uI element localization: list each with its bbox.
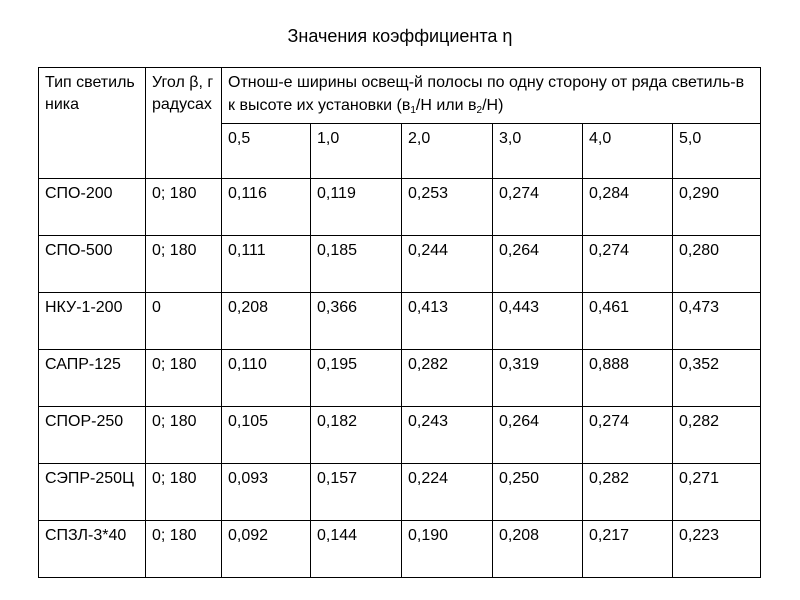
value-cell: 0,250: [493, 464, 583, 521]
header-row-1: [39, 68, 761, 124]
value-cell: 0,244: [402, 236, 493, 293]
table-row: [39, 179, 761, 236]
value-cell: 0,195: [311, 350, 402, 407]
value-cell: 0,144: [311, 521, 402, 578]
header-type: Тип светильника: [39, 68, 146, 179]
value-cell: 0,105: [222, 407, 311, 464]
type-cell: СПО-200: [39, 179, 146, 236]
angle-cell: 0; 180: [146, 464, 222, 521]
value-cell: 0,264: [493, 407, 583, 464]
table-row: [39, 293, 761, 350]
value-cell: 0,110: [222, 350, 311, 407]
value-cell: 0,274: [493, 179, 583, 236]
angle-cell: 0; 180: [146, 407, 222, 464]
value-cell: 0,282: [402, 350, 493, 407]
value-cell: 0,264: [493, 236, 583, 293]
angle-cell: 0; 180: [146, 179, 222, 236]
value-cell: 0,274: [583, 407, 673, 464]
value-cell: 0,093: [222, 464, 311, 521]
type-cell: СПО-500: [39, 236, 146, 293]
value-cell: 0,413: [402, 293, 493, 350]
table-row: [39, 464, 761, 521]
angle-cell: 0; 180: [146, 521, 222, 578]
value-cell: 0,271: [673, 464, 761, 521]
angle-cell: 0; 180: [146, 350, 222, 407]
header-ratio-description: Отнош-е ширины освещ-й полосы по одну сторону от ряда светиль-в к высоте их установки ($в_1/Н$ или $в_2/Н$): [222, 68, 761, 124]
header-ratio: 1,0: [311, 124, 402, 179]
value-cell: 0,182: [311, 407, 402, 464]
value-cell: 0,352: [673, 350, 761, 407]
value-cell: 0,111: [222, 236, 311, 293]
value-cell: 0,243: [402, 407, 493, 464]
header-angle: Угол β, градусах: [146, 68, 222, 179]
angle-cell: 0: [146, 293, 222, 350]
table-row: [39, 350, 761, 407]
value-cell: 0,284: [583, 179, 673, 236]
type-cell: САПР-125: [39, 350, 146, 407]
header-ratio: 3,0: [493, 124, 583, 179]
value-cell: 0,461: [583, 293, 673, 350]
value-cell: 0,888: [583, 350, 673, 407]
type-cell: СЭПР-250Ц: [39, 464, 146, 521]
type-cell: СПЗЛ-3*40: [39, 521, 146, 578]
header-ratio: 0,5: [222, 124, 311, 179]
value-cell: 0,274: [583, 236, 673, 293]
value-cell: 0,280: [673, 236, 761, 293]
value-cell: 0,119: [311, 179, 402, 236]
type-cell: НКУ-1-200: [39, 293, 146, 350]
value-cell: 0,116: [222, 179, 311, 236]
value-cell: 0,366: [311, 293, 402, 350]
value-cell: 0,443: [493, 293, 583, 350]
page-title: Значения коэффициента η: [287, 26, 513, 46]
value-cell: 0,223: [673, 521, 761, 578]
value-cell: 0,092: [222, 521, 311, 578]
type-cell: СПОР-250: [39, 407, 146, 464]
value-cell: 0,282: [583, 464, 673, 521]
value-cell: 0,190: [402, 521, 493, 578]
value-cell: 0,217: [583, 521, 673, 578]
value-cell: 0,224: [402, 464, 493, 521]
header-ratio: 4,0: [583, 124, 673, 179]
table-row: [39, 407, 761, 464]
value-cell: 0,208: [222, 293, 311, 350]
value-cell: 0,282: [673, 407, 761, 464]
value-cell: 0,473: [673, 293, 761, 350]
value-cell: 0,185: [311, 236, 402, 293]
header-ratio: 5,0: [673, 124, 761, 179]
header-ratio: 2,0: [402, 124, 493, 179]
angle-cell: 0; 180: [146, 236, 222, 293]
table-row: [39, 236, 761, 293]
value-cell: 0,290: [673, 179, 761, 236]
value-cell: 0,208: [493, 521, 583, 578]
table-row: [39, 521, 761, 578]
value-cell: 0,319: [493, 350, 583, 407]
coefficient-table: [38, 67, 761, 578]
value-cell: 0,157: [311, 464, 402, 521]
value-cell: 0,253: [402, 179, 493, 236]
